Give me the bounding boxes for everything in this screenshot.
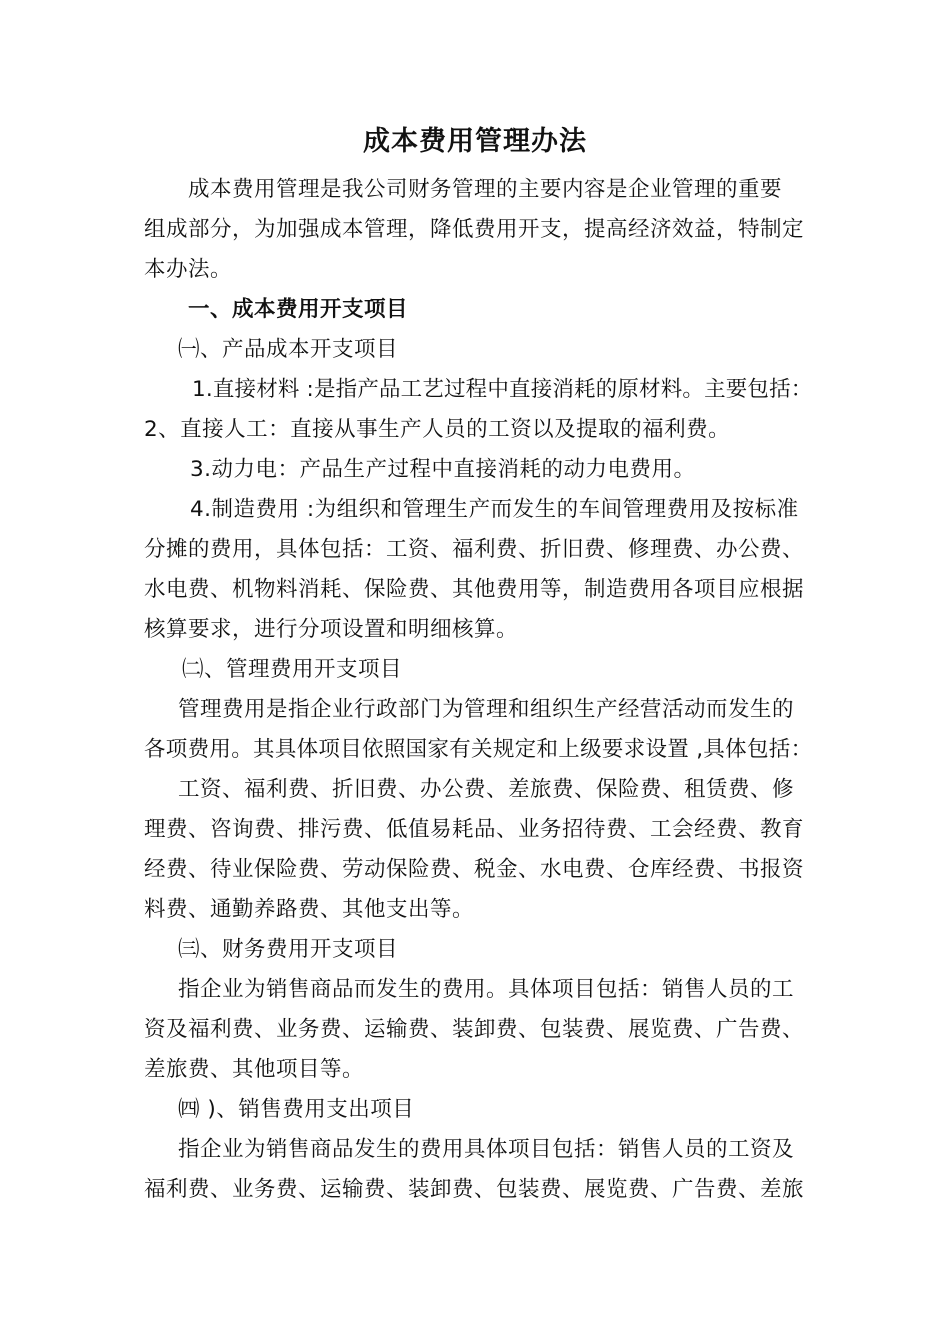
paragraph-line: 4.制造费用 :为组织和管理生产而发生的车间管理费用及按标准 [190,497,799,522]
subsection-heading: ㈢、财务费用开支项目 [178,937,399,962]
paragraph-line: 组成部分，为加强成本管理，降低费用开支，提高经济效益，特制定 [144,217,805,242]
paragraph-line: 差旅费、其他项目等。 [144,1057,365,1082]
paragraph-line: 核算要求，进行分项设置和明细核算。 [144,617,519,642]
paragraph-line: 各项费用。其具体项目依照国家有关规定和上级要求设置 ,具体包括： [144,737,813,762]
document-title: 成本费用管理办法 [363,126,587,157]
paragraph-line: 分摊的费用，具体包括：工资、福利费、折旧费、修理费、办公费、 [144,537,805,562]
subsection-heading: ㈣ )、销售费用支出项目 [178,1097,415,1122]
section-heading: 一、成本费用开支项目 [188,297,409,322]
paragraph-line: 料费、通勤养路费、其他支出等。 [144,897,475,922]
paragraph-line: 管理费用是指企业行政部门为管理和组织生产经营活动而发生的 [178,697,795,722]
paragraph-line: 理费、咨询费、排污费、低值易耗品、业务招待费、工会经费、教育 [144,817,805,842]
paragraph-line: 资及福利费、业务费、运输费、装卸费、包装费、展览费、广告费、 [144,1017,805,1042]
paragraph-line: 1.直接材料 :是指产品工艺过程中直接消耗的原材料。主要包括： [192,377,813,402]
paragraph-line: 指企业为销售商品发生的费用具体项目包括：销售人员的工资及 [178,1137,795,1162]
paragraph-line: 2、直接人工：直接从事生产人员的工资以及提取的福利费。 [144,417,731,442]
paragraph-line: 水电费、机物料消耗、保险费、其他费用等，制造费用各项目应根据 [144,577,805,602]
subsection-heading: ㈠、产品成本开支项目 [178,337,399,362]
paragraph-line: 工资、福利费、折旧费、办公费、差旅费、保险费、租赁费、修 [178,777,795,802]
subsection-heading: ㈡、管理费用开支项目 [182,657,403,682]
document-body [144,170,814,1210]
paragraph-line: 本办法。 [144,257,233,282]
paragraph-line: 指企业为销售商品而发生的费用。具体项目包括：销售人员的工 [178,977,795,1002]
paragraph-line: 福利费、业务费、运输费、装卸费、包装费、展览费、广告费、差旅 [144,1177,805,1202]
paragraph-line: 成本费用管理是我公司财务管理的主要内容是企业管理的重要 [188,177,783,202]
paragraph-line: 经费、待业保险费、劳动保险费、税金、水电费、仓库经费、书报资 [144,857,805,882]
paragraph-line: 3.动力电：产品生产过程中直接消耗的动力电费用。 [190,457,696,482]
